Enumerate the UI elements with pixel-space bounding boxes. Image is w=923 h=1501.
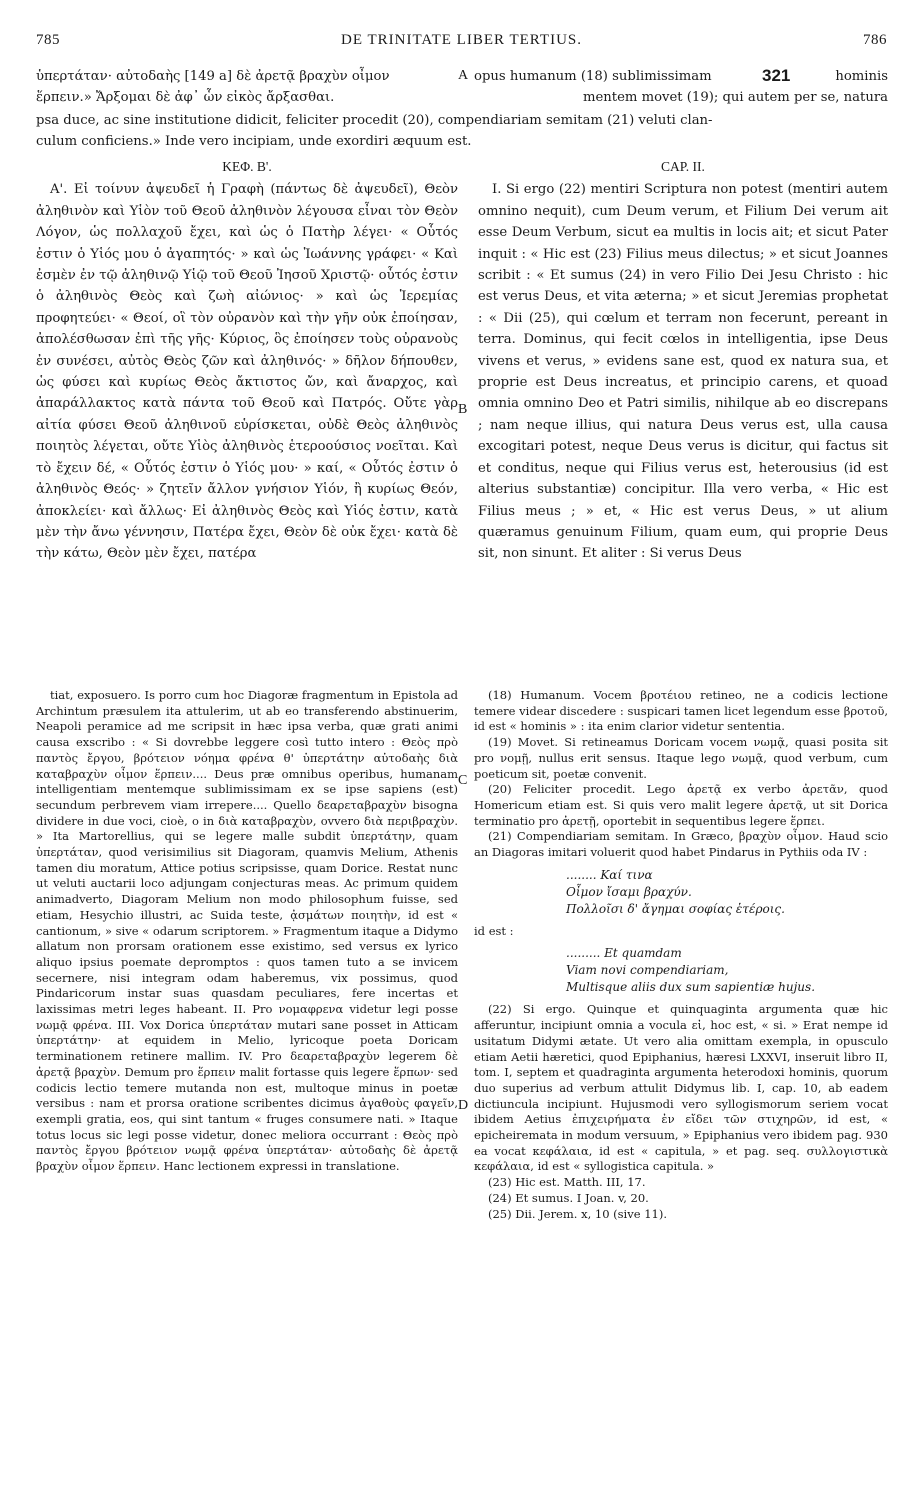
greek-verse-line: ........ Καί τινα <box>566 867 653 882</box>
greek-verse <box>566 867 888 918</box>
note-22: (22) Si ergo. Quinque et quinquaginta argumenta quæ hic afferuntur, incipiunt omnia a vocula εἰ, hoc est, « si. » Erat nempe id usitatum Didymi ætate. Ut vero alia omittam exempla, in opusculo etiam Aetii hæretici, quod Epiphanius, hæresi LXXVI, inseruit libro II, tom. I, septem et quadraginta argumenta heterodoxi hominis, quorum duo superius ad verbum attulit Didymus lib. I, cap. 10, ab eadem dictiuncula incipiunt. Hujusmodi vero syllogismorum seriem vocat ibidem Aetius ἐπιχειρήματα ἐν εἴδει τῶν στιχηρῶν, id est, « epicheiremata in modum versuum, » Epiphanius vero ibidem pag. 930 ea vocat κεφάλαια, id est « capitula, » et pag. seq. συλλογιστικὰ κεφάλαια, id est « syllogistica capitula. » <box>474 1002 888 1174</box>
greek-chapter-heading: ΚΕΦ. Β'. <box>222 159 272 174</box>
latin-column <box>478 156 888 565</box>
note-25: (25) Dii. Jerem. x, 10 (sive 11). <box>488 1206 667 1221</box>
latin-verse-line: ......... Et quamdam <box>566 946 682 961</box>
id-est-label: id est : <box>474 923 514 938</box>
margin-letter-c: C <box>458 773 468 788</box>
top-latin-continuation <box>474 66 888 108</box>
greek-column <box>36 156 458 565</box>
latin-verse-line: Viam novi compendiariam, <box>566 963 729 978</box>
greek-line-2: ἕρπειν.» Ἄρξομαι δὲ ἀφ᾽ ὧν εἰκὸς ἄρξασθαι. <box>36 90 335 105</box>
note-21: (21) Compendiariam semitam. In Græco, βραχὺν οἶμον. Haud scio an Diagoras imitari voluerit quod habet Pindarus in Pythiis oda IV : <box>474 829 888 860</box>
latin-line-1-end: hominis <box>835 69 888 84</box>
running-title: DE TRINITATE LIBER TERTIUS. <box>341 32 582 48</box>
note-23: (23) Hic est. Matth. III, 17. <box>488 1175 646 1190</box>
greek-text: Α'. Εἰ τοίνυν ἀψευδεῖ ἡ Γραφὴ (πάντως δὲ ἀψευδεῖ), Θεὸν ἀληθινὸν καὶ Υἱὸν τοῦ Θεοῦ ἀληθινὸν λέγουσα εἶναι τὸν Θεὸν Λόγον, ὡς πολλαχοῦ ἔχει, καὶ ὡς ὁ Πατὴρ λέγει· « Οὗτός ἐστιν ὁ Υἱός μου ὁ ἀγαπητός· » καὶ ὡς Ἰωάννης γράφει· « Καὶ ἐσμὲν ἐν τῷ ἀληθινῷ Υἱῷ τοῦ Θεοῦ Ἰησοῦ Χριστῷ· οὗτός ἐστιν ὁ ἀληθινὸς Θεὸς καὶ ζωὴ αἰώνιος· » καὶ ὡς Ἱερεμίας προφητεύει· « Θεοί, οἳ τὸν οὐρανὸν καὶ τὴν γῆν οὐκ ἐποίησαν, ἀπολέσθωσαν ἐπὶ τῆς γῆς· Κύριος, ὃς ἐποίησεν τοὺς οὐρανοὺς ἐν συνέσει, αὐτὸς Θεὸς ζῶν καὶ ἀληθινός· » δῆλον δήπουθεν, ὡς φύσει καὶ κυρίως Θεὸς ἄκτιστος ὤν, καὶ ἄναρχος, καὶ ἀπαράλλακτος κατὰ πάντα τοῦ Θεοῦ καὶ Πατρός. Οὔτε γὰρ αἰτία φύσει Θεοῦ ἀληθινοῦ εὑρίσκεται, οὐδὲ Θεὸς ἀληθινὸς ποιητὸς λέγεται, οὔτε Υἱὸς ἀληθινὸς ἑτεροούσιος νοεῖται. Καὶ τὸ ἔχειν δέ, « Οὗτός ἐστιν ὁ Υἱός μου· » καί, « Οὗτός ἐστιν ὁ ἀληθινὸς Θεός· » ζητεῖν ἄλλον γνήσιον Υἱόν, ἢ κυρίως Θεόν, ἀποκλείει· καὶ ἄλλως· Εἰ ἀληθινὸς Θεὸς καὶ Υἱός ἐστιν, κατὰ μὲν τὴν ἄνω γέννησιν, Πατέρα ἔχει, Θεὸν δὲ οὐκ ἔχει· κατὰ δὲ τὴν κάτω, Θεὸν μὲν ἔχει, πατέρα <box>36 182 458 562</box>
top-greek-continuation <box>36 66 456 108</box>
greek-line-1: ὑπερτάταν· αὐτοδαὴς [149 a] δὲ ἀρετᾷ βραχὺν οἶμον <box>36 69 390 84</box>
page-number-right: 786 <box>863 32 887 48</box>
note-24: (24) Et sumus. I Joan. v, 20. <box>488 1190 649 1205</box>
note-19: (19) Movet. Si retineamus Doricam vocem νωμᾷ, quasi posita sit pro νομῇ, nullus erit sensus. Itaque lego νωμᾷ, quod verbum, cum poeticum sit, poetæ convenit. <box>474 735 888 781</box>
margin-letter-b: B <box>458 402 468 417</box>
page-number-left: 785 <box>36 32 60 48</box>
latin-text: I. Si ergo (22) mentiri Scriptura non potest (mentiri autem omnino nequit), cum Deum verum, et Filium Dei verum ait esse Deum Verbum, sicut ea multis in locis ait; et sicut Pater inquit : « Hic est (23) Filius meus dilectus; » et sicut Joannes scribit : « Et sumus (24) in vero Filio Dei Jesu Christo : hic est verus Deus, et vita æterna; » et sicut Jeremias prophetat : « Dii (25), qui cœlum et terram non fecerunt, pereant in terra. Dominus, qui fecit cœlos in intelligentia, ipse Deus vivens et verus, » evidens sane est, quod ex natura sua, et proprie est Deus increatus, et principio carens, et quoad omnia omnino Deo et Patri similis, nihilque ab eo discrepans ; nam neque illius, qui natura Deus verus est, ulla causa excogitari potest, neque Deus verus is dicitur, qui factus sit et conditus, neque qui Filius verus est, heterousius (id est alterius substantiæ) concipitur. Illa vero verba, « Hic est Filius meus ; » et, « Hic est verus Deus, » ut alium quæramus genuinum Filium, quam eum, qui proprie Deus sit, non sinunt. Et aliter : Si verus Deus <box>478 182 888 562</box>
notes-left-column <box>36 688 458 1175</box>
note-20: (20) Feliciter procedit. Lego ἀρετᾷ ex verbo ἀρετᾶν, quod Homericum etiam est. Si quis vero malit legere ἀρετᾷ, ut sit Dorica terminatio pro ἀρετῇ, oportebit in sequentibus legere ἕρπει. <box>474 782 888 828</box>
running-header <box>36 32 887 54</box>
top-latin-span <box>36 110 888 152</box>
note-continuation: tiat, exposuero. Is porro cum hoc Diagoræ fragmentum in Epistola ad Archintum præsulem ita attulerim, ut ab eo transferendo abstinuerim, Neapoli peramice ad me scripsit in hæc ipsa verba, quæ grati animi causa exscribo : « Si dovrebbe leggere così tutto intero : Θεὸς πρὸ παντὸς ἔργου, βρότειον νόημα φρένα θ' ὑπερτάτην αὐτοδαὴς διὰ καταβραχὺν οἶμον ἕρπειν.... Deus præ omnibus operibus, humanam intelligentiam mentemque sublimissimam ex se ipse sapiens (est) secundum perbrevem viam irrepere.... Quello δεαρεταβραχὺν bisogna dividere in due voci, cioè, o in διὰ καταβραχὺν, ovvero διὰ περιβραχὺν. » Ita Martorellius, qui se legere malle subdit ὑπερτάτην, quam ὑπερτάταν, quod verisimilius sit Diagoram, quamvis Melium, Athenis tamen diu moratum, Attice potius scripsisse, quam Dorice. Restat nunc ut veluti auctarii loco adjungam conjecturas meas. Ac primum quidem animadverto, Diagoram Melium non modo philosophum fuisse, sed etiam, Hesychio illustri, ac Suida teste, ᾀσμάτων ποιητὴν, id est « cantionum, » sive « odarum scriptorem. » Fragmentum itaque a Didymo allatum non prorsam orationem esse existimo, sed versus ex lyrico aliquo ipsius poemate depromptos : quos tamen tuto a se invicem secernere, nisi integram odam haberemus, vix possimus, quod Pindaricorum instar suas quasdam peculiares, fere incertas et laxissimas metri leges habeant. II. Pro νομαφρενα videtur legi posse νωμᾷ φρένα. III. Vox Dorica ὑπερτάταν mutari sane posset in Atticam ὑπερτάτην· at equidem in Melio, lyricoque poeta Doricam terminationem retinere mallim. IV. Pro δεαρεταβραχὺν legerem δὲ ἀρετᾷ βραχὺν. Demum pro ἕρπειν malit fortasse quis legere ἕρπων· sed codicis lectio temere mutanda non est, multoque minus in poetæ versibus : nam et prorsa oratione scribentes dicimus ἀγαθοὺς φαγεῖν, exempli gratia, eos, qui sint tantum « fruges consumere nati. » Itaque totus locus sic legi posse videtur, donec meliora occurrant : Θεὸς πρὸ παντὸς ἔργου βρότειον νωμᾷ φρένα ὑπερτάταν· αὐτοδαὴς δὲ ἀρετᾷ βραχὺν οἶμον ἕρπειν. Hanc lectionem expressi in translatione. <box>36 688 458 1174</box>
note-18: (18) Humanum. Vocem βροτέιου retineo, ne a codicis lectione temere videar discedere : suspicari tamen licet legendum esse βροτοῦ, id est « hominis » : ita enim clarior videtur sententia. <box>474 688 888 734</box>
latin-line-2: mentem movet (19); qui autem per se, natura <box>582 90 888 105</box>
latin-verse <box>566 945 888 996</box>
latin-chapter-heading: CAP. II. <box>661 159 705 174</box>
latin-line-4: culum conficiens.» Inde vero incipiam, unde exordiri æquum est. <box>36 134 472 149</box>
column-number: 321 <box>762 66 791 85</box>
latin-line-3: psa duce, ac sine institutione didicit, feliciter procedit (20), compendiariam semitam (21) veluti clan- <box>36 113 713 128</box>
margin-letter-a: A <box>458 68 469 83</box>
notes-right-column <box>474 688 888 1222</box>
greek-verse-line: Πολλοῖσι δ' ἄγημαι σοφίας ἑτέροις. <box>566 901 785 916</box>
latin-verse-line: Multisque aliis dux sum sapientiæ hujus. <box>566 980 816 995</box>
margin-letter-d: D <box>458 1098 469 1113</box>
latin-line-1: opus humanum (18) sublimissimam <box>474 69 712 84</box>
greek-verse-line: Οἶμον ἴσαμι βραχύν. <box>566 884 692 899</box>
